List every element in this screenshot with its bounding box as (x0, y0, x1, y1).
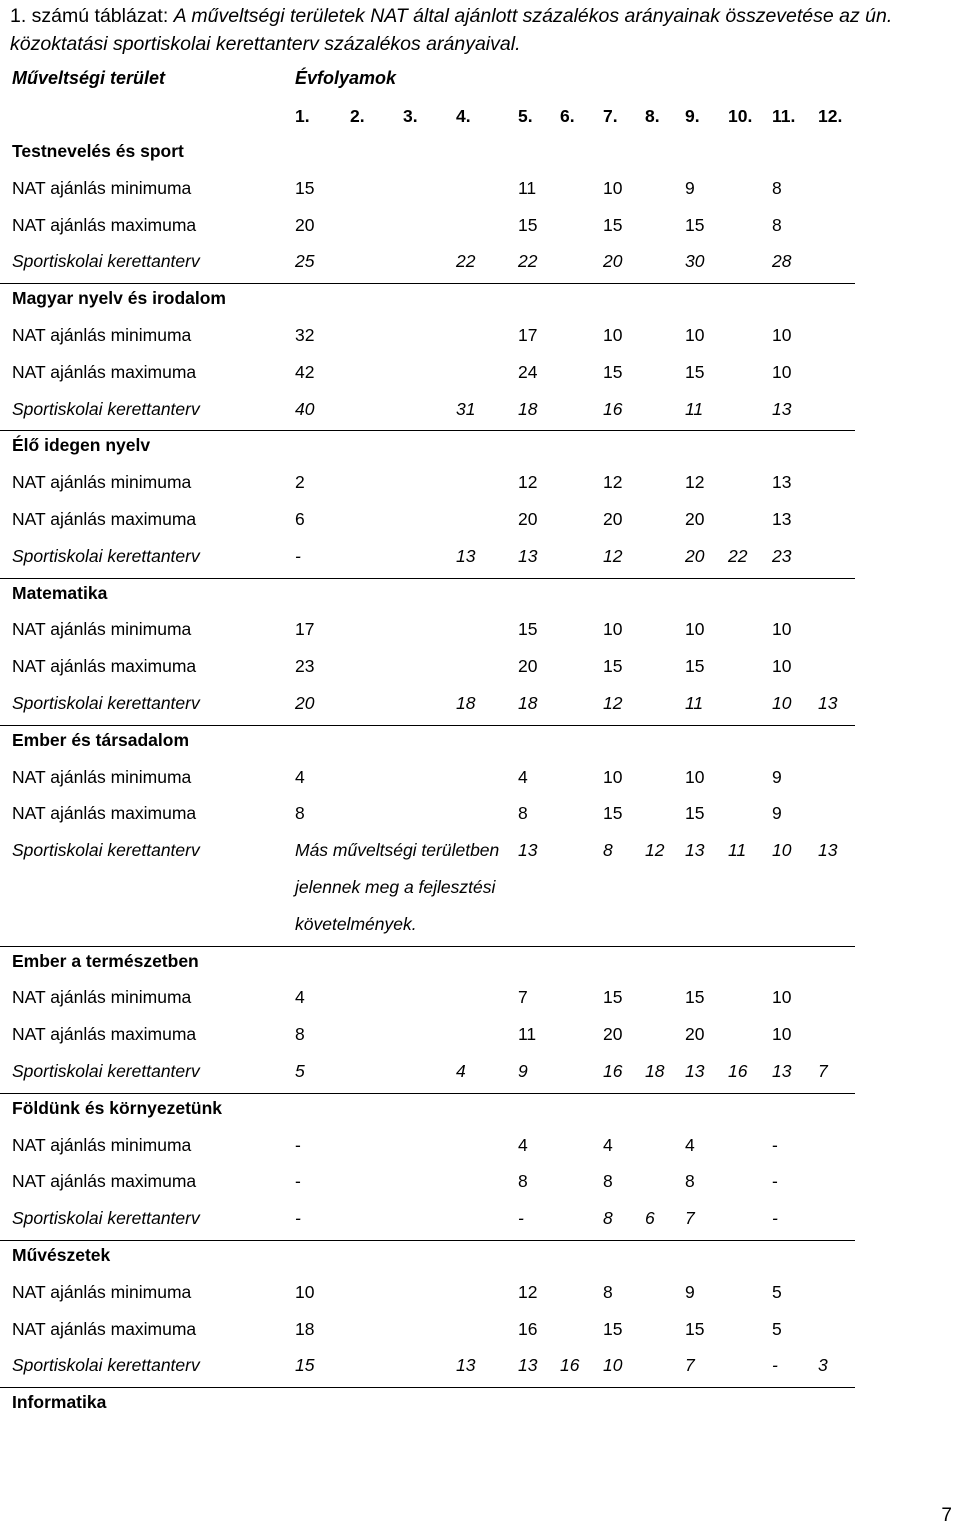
table-cell: 12 (518, 472, 538, 493)
table-cell: 10 (772, 361, 792, 382)
row-label: NAT ajánlás maximuma (12, 1318, 197, 1339)
row-label: Sportiskolai kerettanterv (12, 398, 200, 419)
table-cell: 31 (456, 398, 476, 419)
area-column-header: Műveltségi terület (12, 68, 166, 88)
table-cell: 13 (518, 840, 538, 861)
table-cell: 15 (295, 177, 315, 198)
section-title: Testnevelés és sport (12, 141, 184, 161)
grade-header: 6. (560, 106, 575, 126)
row-label: NAT ajánlás maximuma (12, 509, 197, 529)
table-cell: 8 (772, 214, 782, 235)
table-cell: 9 (518, 1061, 528, 1081)
table-cell: 10 (603, 766, 623, 787)
table-cell: 15 (603, 656, 623, 677)
row-label: NAT ajánlás minimuma (12, 987, 192, 1008)
table-cell: 42 (295, 361, 315, 382)
table-cell: 16 (728, 1061, 748, 1081)
table-cell: 20 (295, 214, 315, 235)
table-cell: 5 (295, 1061, 305, 1081)
table-cell: 10 (603, 177, 623, 198)
table-cell: 11 (728, 840, 747, 861)
row-label: Sportiskolai kerettanterv (12, 1355, 200, 1376)
table-cell: 6 (295, 509, 305, 529)
row-label: Sportiskolai kerettanterv (12, 1061, 200, 1081)
table-cell: 4 (295, 987, 305, 1008)
table-cell: 7 (685, 1208, 695, 1229)
table-cell: - (295, 1171, 301, 1192)
table-cell: 18 (456, 693, 476, 713)
row-label: NAT ajánlás minimuma (12, 177, 192, 198)
table-cell: 20 (295, 693, 315, 713)
caption-prefix: 1. számú táblázat: (10, 5, 174, 27)
table-cell: 8 (295, 803, 305, 824)
row-label: NAT ajánlás minimuma (12, 1134, 192, 1155)
table-cell: 20 (518, 656, 538, 677)
section-title: Informatika (12, 1392, 107, 1413)
table-cell: 12 (518, 1281, 538, 1302)
table-cell: 9 (685, 1281, 695, 1302)
table-cell: 12 (603, 545, 623, 566)
table-cell: 15 (295, 1355, 315, 1376)
table-cell: 8 (603, 1208, 613, 1229)
table-cell: 20 (685, 545, 705, 566)
table-cell: 8 (685, 1171, 695, 1192)
table-cell: 13 (518, 545, 538, 566)
table-cell: 8 (518, 1171, 528, 1192)
table-cell: 40 (295, 398, 315, 419)
table-cell: 11 (518, 1024, 537, 1045)
table-cell: 13 (456, 1355, 476, 1376)
table-cell: 17 (518, 325, 538, 345)
table-cell: 10 (772, 1024, 792, 1045)
table-cell: 12 (603, 693, 623, 713)
table-cell: 15 (603, 361, 623, 382)
section-title: Földünk és környezetünk (12, 1097, 223, 1118)
cell-note: Más műveltségi területben (295, 840, 500, 861)
table-cell: - (295, 1208, 301, 1229)
section-title: Matematika (12, 582, 108, 603)
table-cell: 10 (772, 840, 792, 861)
table-cell: 13 (772, 398, 792, 419)
table-cell: 25 (295, 251, 315, 272)
table-cell: 20 (603, 251, 623, 272)
table-cell: 23 (772, 545, 792, 566)
page-number: 7 (941, 1505, 952, 1526)
row-label: Sportiskolai kerettanterv (12, 840, 200, 861)
table-cell: 18 (518, 398, 538, 419)
table-cell: 8 (295, 1024, 305, 1045)
table-cell: 13 (685, 1061, 705, 1081)
table-cell: 4 (603, 1134, 613, 1155)
table-cell: 13 (772, 472, 792, 493)
section-divider (0, 1093, 855, 1094)
table-cell: 16 (560, 1355, 580, 1376)
table-cell: 9 (772, 766, 782, 787)
table-cell: - (772, 1208, 778, 1229)
table-cell: 5 (772, 1281, 782, 1302)
table-cell: 10 (772, 619, 792, 640)
table-cell: 10 (603, 325, 623, 345)
section-divider (0, 1240, 855, 1241)
table-cell: 13 (518, 1355, 538, 1376)
grade-header: 1. (295, 106, 310, 126)
table-cell: 3 (818, 1355, 828, 1376)
table-cell: 4 (685, 1134, 695, 1155)
table-cell: 20 (518, 509, 538, 529)
table-cell: 15 (603, 214, 623, 235)
table-cell: 10 (603, 619, 623, 640)
table-cell: 9 (772, 803, 782, 824)
table-cell: 18 (295, 1318, 315, 1339)
table-cell: 12 (603, 472, 623, 493)
table-cell: 9 (685, 177, 695, 198)
table-cell: 32 (295, 325, 315, 345)
table-cell: 20 (603, 1024, 623, 1045)
table-cell: 4 (456, 1061, 466, 1081)
table-cell: 10 (685, 619, 705, 640)
table-cell: 13 (456, 545, 476, 566)
table-cell: - (772, 1171, 778, 1192)
grade-header: 2. (350, 106, 365, 126)
table-cell: 15 (518, 619, 538, 640)
row-label: NAT ajánlás minimuma (12, 1281, 192, 1302)
row-label: NAT ajánlás maximuma (12, 361, 197, 382)
row-label: NAT ajánlás maximuma (12, 214, 197, 235)
cell-note: követelmények. (295, 913, 417, 934)
grade-header: 11. (772, 106, 796, 126)
caption-text: A műveltségi területek NAT által ajánlott százalékos arányainak összevetése az ún. közoktatási sportiskolai kerettanterv százalékos arányaival. (10, 5, 893, 55)
table-cell: 18 (518, 693, 538, 713)
table-cell: 13 (818, 840, 838, 861)
row-label: NAT ajánlás maximuma (12, 1024, 197, 1045)
table-cell: 8 (518, 803, 528, 824)
table-cell: 8 (603, 1281, 613, 1302)
table-cell: 7 (818, 1061, 828, 1081)
table-cell: 18 (645, 1061, 665, 1081)
section-title: Ember és társadalom (12, 729, 190, 750)
table-cell: 6 (645, 1208, 655, 1229)
row-label: NAT ajánlás minimuma (12, 325, 192, 345)
table-cell: 12 (645, 840, 665, 861)
table-cell: 4 (518, 1134, 528, 1155)
grade-header: 9. (685, 106, 700, 126)
row-label: Sportiskolai kerettanterv (12, 545, 200, 566)
table-cell: 20 (685, 509, 705, 529)
table-cell: 15 (685, 656, 705, 677)
table-cell: 15 (685, 214, 705, 235)
row-label: Sportiskolai kerettanterv (12, 251, 200, 272)
table-cell: 24 (518, 361, 538, 382)
table-cell: 16 (603, 398, 623, 419)
row-label: NAT ajánlás maximuma (12, 1171, 197, 1192)
section-divider (0, 578, 855, 579)
table-cell: 4 (518, 766, 528, 787)
table-cell: 13 (818, 693, 838, 713)
table-cell: 16 (603, 1061, 623, 1081)
row-label: Sportiskolai kerettanterv (12, 1208, 200, 1229)
row-label: NAT ajánlás maximuma (12, 803, 197, 824)
row-label: Sportiskolai kerettanterv (12, 693, 200, 713)
table-cell: 15 (603, 987, 623, 1008)
table-cell: 22 (518, 251, 538, 272)
grade-header: 8. (645, 106, 660, 126)
table-cell: 15 (603, 1318, 623, 1339)
table-cell: 13 (685, 840, 705, 861)
table-cell: - (772, 1134, 778, 1155)
table-cell: 11 (685, 398, 704, 419)
section-divider (0, 283, 855, 284)
grade-header: 10. (728, 106, 753, 126)
table-cell: 23 (295, 656, 315, 677)
table-cell: 11 (518, 177, 537, 198)
grades-column-header: Évfolyamok (295, 68, 397, 88)
table-cell: 10 (772, 325, 792, 345)
table-cell: 10 (772, 987, 792, 1008)
table-cell: - (295, 1134, 301, 1155)
row-label: NAT ajánlás minimuma (12, 619, 192, 640)
table-cell: 20 (603, 509, 623, 529)
cell-note: jelennek meg a fejlesztési (295, 877, 496, 897)
table-cell: 10 (685, 766, 705, 787)
table-cell: 15 (685, 987, 705, 1008)
table-cell: 7 (685, 1355, 695, 1376)
table-cell: - (772, 1355, 778, 1376)
table-cell: 22 (728, 545, 748, 566)
row-label: NAT ajánlás minimuma (12, 472, 192, 493)
table-cell: 10 (685, 325, 705, 345)
table-cell: 20 (685, 1024, 705, 1045)
table-cell: 12 (685, 472, 705, 493)
section-title: Magyar nyelv és irodalom (12, 288, 226, 309)
table-cell: 8 (772, 177, 782, 198)
table-cell: 16 (518, 1318, 538, 1339)
grade-header: 4. (456, 106, 471, 126)
table-cell: 11 (685, 693, 704, 713)
table-cell: 17 (295, 619, 315, 640)
table-cell: 7 (518, 987, 528, 1008)
grade-header: 3. (403, 106, 418, 126)
table-cell: 15 (685, 1318, 705, 1339)
section-title: Művészetek (12, 1245, 111, 1265)
table-cell: 8 (603, 1171, 613, 1192)
table-cell: 8 (603, 840, 613, 861)
section-divider (0, 725, 855, 726)
section-divider (0, 946, 855, 947)
grade-header: 5. (518, 106, 533, 126)
grade-header: 7. (603, 106, 618, 126)
section-title: Ember a természetben (12, 950, 199, 971)
table-cell: 22 (456, 251, 476, 272)
table-cell: 13 (772, 509, 792, 529)
row-label: NAT ajánlás maximuma (12, 656, 197, 677)
table-cell: 10 (772, 693, 792, 713)
table-cell: 2 (295, 472, 305, 493)
table-cell: - (518, 1208, 524, 1229)
row-label: NAT ajánlás minimuma (12, 766, 192, 787)
grade-header: 12. (818, 106, 843, 126)
table-cell: 15 (518, 214, 538, 235)
table-cell: 10 (772, 656, 792, 677)
table-cell: 10 (603, 1355, 623, 1376)
table-cell: - (295, 545, 301, 566)
table-cell: 15 (685, 361, 705, 382)
table-cell: 5 (772, 1318, 782, 1339)
section-divider (0, 1387, 855, 1388)
table-cell: 13 (772, 1061, 792, 1081)
table-cell: 15 (685, 803, 705, 824)
table-cell: 15 (603, 803, 623, 824)
table-caption (10, 2, 950, 58)
table-cell: 30 (685, 251, 705, 272)
table-cell: 4 (295, 766, 305, 787)
table-cell: 10 (295, 1281, 315, 1302)
table-cell: 28 (772, 251, 792, 272)
section-divider (0, 430, 855, 431)
section-title: Élő idegen nyelv (12, 435, 151, 456)
